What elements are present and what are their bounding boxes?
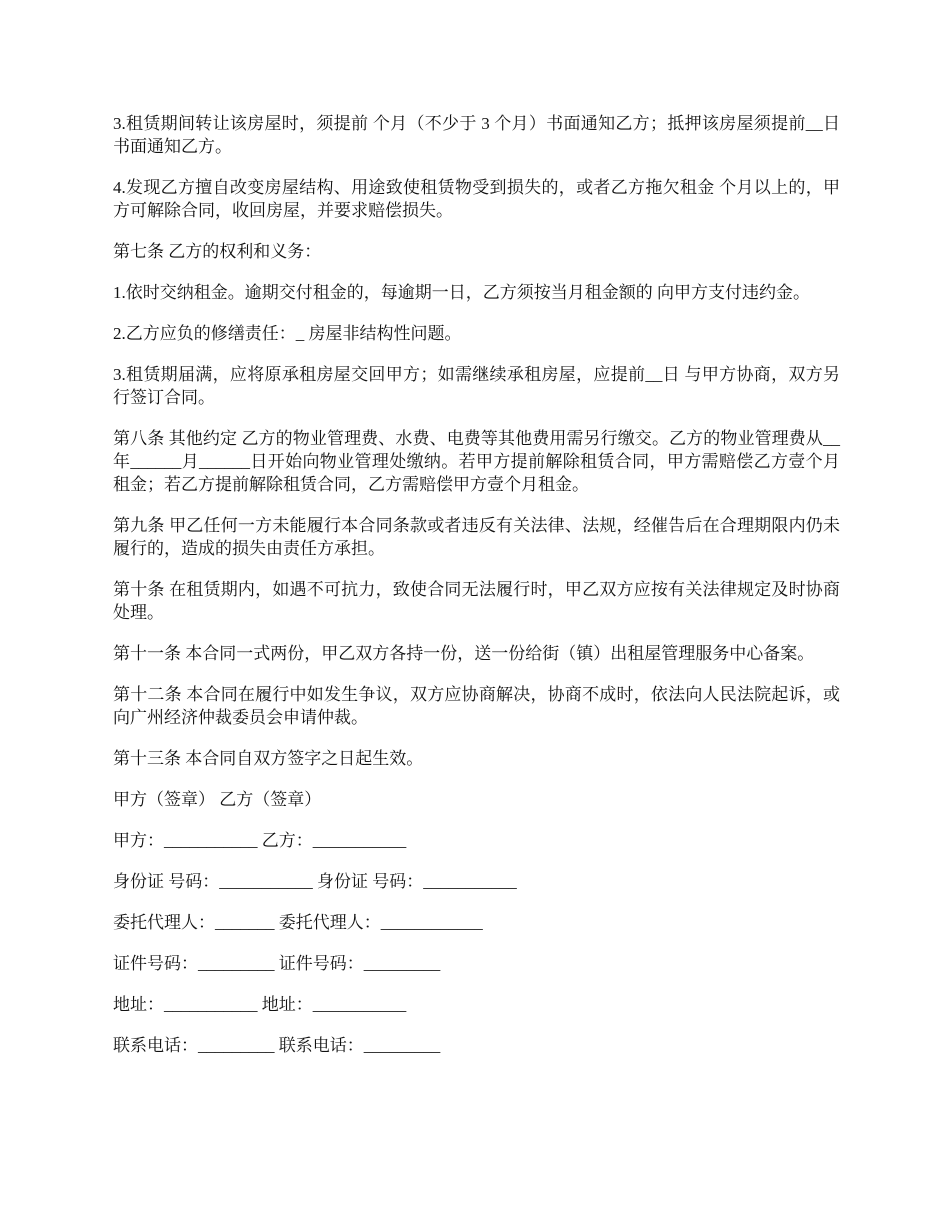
clause-termination-conditions: 4.发现乙方擅自改变房屋结构、用途致使租赁物受到损失的，或者乙方拖欠租金 个月以上的，甲方可解除合同，收回房屋，并要求赔偿损失。 <box>113 178 840 220</box>
article-13-effective-date: 第十三条 本合同自双方签字之日起生效。 <box>113 749 424 768</box>
contract-page <box>113 112 840 1057</box>
id-number-line: 身份证 号码：___________ 身份证 号码：___________ <box>113 872 517 891</box>
clause-transfer-notice: 3.租赁期间转让该房屋时，须提前 个月（不少于 3 个月）书面通知乙方；抵押该房屋须提前__日书面通知乙方。 <box>113 114 840 156</box>
article-12-disputes: 第十二条 本合同在履行中如发生争议，双方应协商解决，协商不成时，依法向人民法院起诉，或向广州经济仲裁委员会申请仲裁。 <box>113 685 840 727</box>
clause-repair-responsibility: 2.乙方应负的修缮责任：_ 房屋非结构性问题。 <box>113 324 462 343</box>
article-9-breach: 第九条 甲乙任何一方未能履行本合同条款或者违反有关法律、法规，经催告后在合理期限内仍未履行的，造成的损失由责任方承担。 <box>113 516 840 558</box>
party-names-line: 甲方：___________ 乙方：___________ <box>113 831 407 850</box>
agent-line: 委托代理人：_______ 委托代理人：____________ <box>113 913 483 932</box>
article-10-force-majeure: 第十条 在租赁期内，如遇不可抗力，致使合同无法履行时，甲乙双方应按有关法律规定及时协商处理。 <box>113 580 840 622</box>
address-line: 地址：___________ 地址：___________ <box>113 995 407 1014</box>
phone-line: 联系电话：_________ 联系电话：_________ <box>113 1036 441 1055</box>
article-11-copies: 第十一条 本合同一式两份，甲乙双方各持一份，送一份给街（镇）出租屋管理服务中心备案。 <box>113 644 815 663</box>
certificate-number-line: 证件号码：_________ 证件号码：_________ <box>113 954 441 973</box>
signature-heading: 甲方（签章） 乙方（签章） <box>113 790 322 809</box>
article-8-other-agreements: 第八条 其他约定 乙方的物业管理费、水费、电费等其他费用需另行缴交。乙方的物业管理费从__年______月______日开始向物业管理处缴纳。若甲方提前解除租赁合同，甲方需赔偿乙方壹个月租金；若乙方提前解除租赁合同，乙方需赔偿甲方壹个月租金。 <box>113 429 840 494</box>
article-7-heading: 第七条 乙方的权利和义务： <box>113 242 322 261</box>
clause-rent-payment: 1.依时交纳租金。逾期交付租金的，每逾期一日，乙方须按当月租金额的 向甲方支付违约金。 <box>113 283 810 302</box>
clause-lease-expiry: 3.租赁期届满，应将原承租房屋交回甲方；如需继续承租房屋，应提前__日 与甲方协商，双方另行签订合同。 <box>113 365 840 407</box>
